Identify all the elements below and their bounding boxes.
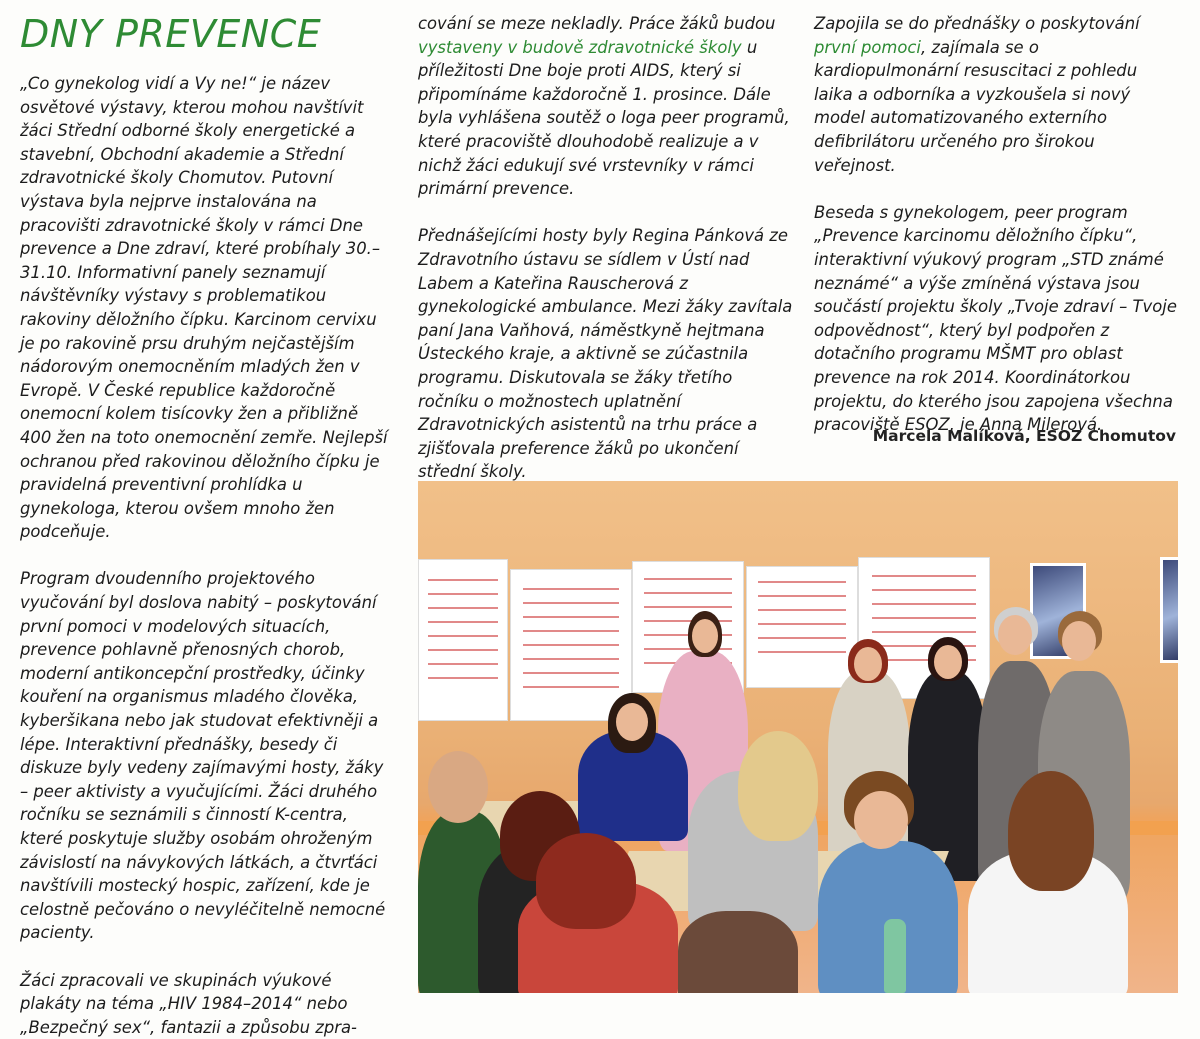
water-bottle (884, 919, 906, 993)
paragraph: Žáci zpracovali ve skupinách výukové plakáty na téma „HIV 1984–2014“ nebo „Bezpečný sex“, fantazii a způsobu zpra- (20, 970, 357, 1037)
text-run: cování se meze nekladly. Práce žáků budou (418, 14, 776, 33)
article-column-1 (20, 72, 390, 1039)
student (678, 911, 798, 993)
paragraph (814, 12, 1179, 177)
paragraph (418, 12, 793, 201)
poster (510, 569, 632, 721)
paragraph: Beseda s gynekologem, peer program „Prevence karcinomu děložního čípku“, interaktivní výukový program „STD známé neznámé“ a výše zmíněná výstava jsou součástí projektu školy „Tvoje zdraví – Tvoje odpovědnost“, který byl podpořen z dotačního programu MŠMT pro oblast prevence na rok 2014. Koordinátorkou projektu, do kterého jsou zapojena všechna pracoviště ESOZ, je Anna Milerová. (814, 202, 1177, 435)
student-hair (536, 833, 636, 929)
student-head (428, 751, 488, 823)
text-run: u příležitosti Dne boje proti AIDS, který si připomínáme každoročně 1. prosince. Dále byla vyhlášena soutěž o loga peer programů, které pracoviště dlouhodobě realizuje a v nichž žáci edukují své vrstevníky v rámci primární prevence. (418, 37, 790, 199)
guest-face (1062, 621, 1096, 661)
presenter-face (692, 619, 718, 653)
guest-face (998, 615, 1032, 655)
highlighted-text: první pomoci (814, 37, 921, 57)
wall-picture (1160, 557, 1178, 663)
article-column-3 (814, 12, 1179, 437)
text-run: , zajímala se o kardiopulmonární resuscitaci z pohledu laika a odborníka a vyzkoušela si nový model automatizovaného externího defibrilátoru určeného pro širokou veřejnost. (814, 37, 1138, 175)
paragraph: Přednášejícími hosty byly Regina Pánková ze Zdravotního ústavu se sídlem v Ústí nad Labem a Kateřina Rauscherová z gynekologické ambulance. Mezi žáky zavítala paní Jana Vaňhová, náměstkyně hejtmana Ústeckého kraje, a aktivně se zúčastnila programu. Diskutovala se žáky třetího ročníku o možnostech uplatnění Zdravotnických asistentů na trhu práce a zjišťovala preference žáků po ukončení střední školy. (418, 226, 793, 482)
student-face (616, 703, 648, 741)
text-run: Zapojila se do přednášky o poskytování (814, 14, 1140, 33)
author-signature: Marcela Malíková, ESOZ Chomutov (872, 427, 1176, 445)
paragraph: „Co gynekolog vidí a Vy ne!“ je název osvětové výstavy, kterou mohou navštívit žáci Střední odborné školy energetické a stavební, Obchodní akademie a Střední zdravotnické školy Chomutov. Putovní výstava byla nejprve instalována na pracovišti zdravotnické školy v rámci Dne prevence a Dne zdraví, které probíhaly 30.–31.10. Informativní panely seznamují návštěvníky výstavy s problematikou rakoviny děložního čípku. Karcinom cervixu je po rakovině prsu druhým nejčastějším nádorovým onemocněním mladých žen v Evropě. V České republice každoročně onemocní kolem tisícovky žen a přibližně 400 žen na toto onemocnění zemře. Nejlepší ochranou před rakovinou děložního čípku je pravidelná preventivní prohlídka u gynekologa, kterou ovšem mnoho žen podceňuje. (20, 74, 388, 542)
guest-face (854, 647, 882, 681)
classroom-photo (418, 481, 1178, 993)
poster (418, 559, 508, 721)
student-hair (738, 731, 818, 841)
guest-face (934, 645, 962, 679)
page-title: DNY PREVENCE (20, 12, 322, 56)
paragraph: Program dvoudenního projektového vyučování byl doslova nabitý – poskytování první pomoci v modelových situacích, prevence pohlavně přenosných chorob, moderní antikoncepční prostředky, účinky kouření na organismus mladého člověka, kyberšikana nebo jak studovat efektivněji a lépe. Interaktivní přednášky, besedy či diskuze byly vedeny zajímavými hosty, žáky – peer aktivisty a vyučujícími. Žáci druhého ročníku se seznámili s činností K-centra, které poskytuje služby osobám ohroženým závislostí na návykových látkách, a čtvrťáci navštívili mostecký hospic, zařízení, kde je celostně pečováno o nevyléčitelně nemocné pacienty. (20, 569, 386, 943)
poster (746, 566, 858, 688)
highlighted-text: vystaveny v budově zdravotnické školy (418, 37, 742, 57)
student-hair (1008, 771, 1094, 891)
article-column-2 (418, 12, 793, 484)
student-face (854, 791, 908, 849)
